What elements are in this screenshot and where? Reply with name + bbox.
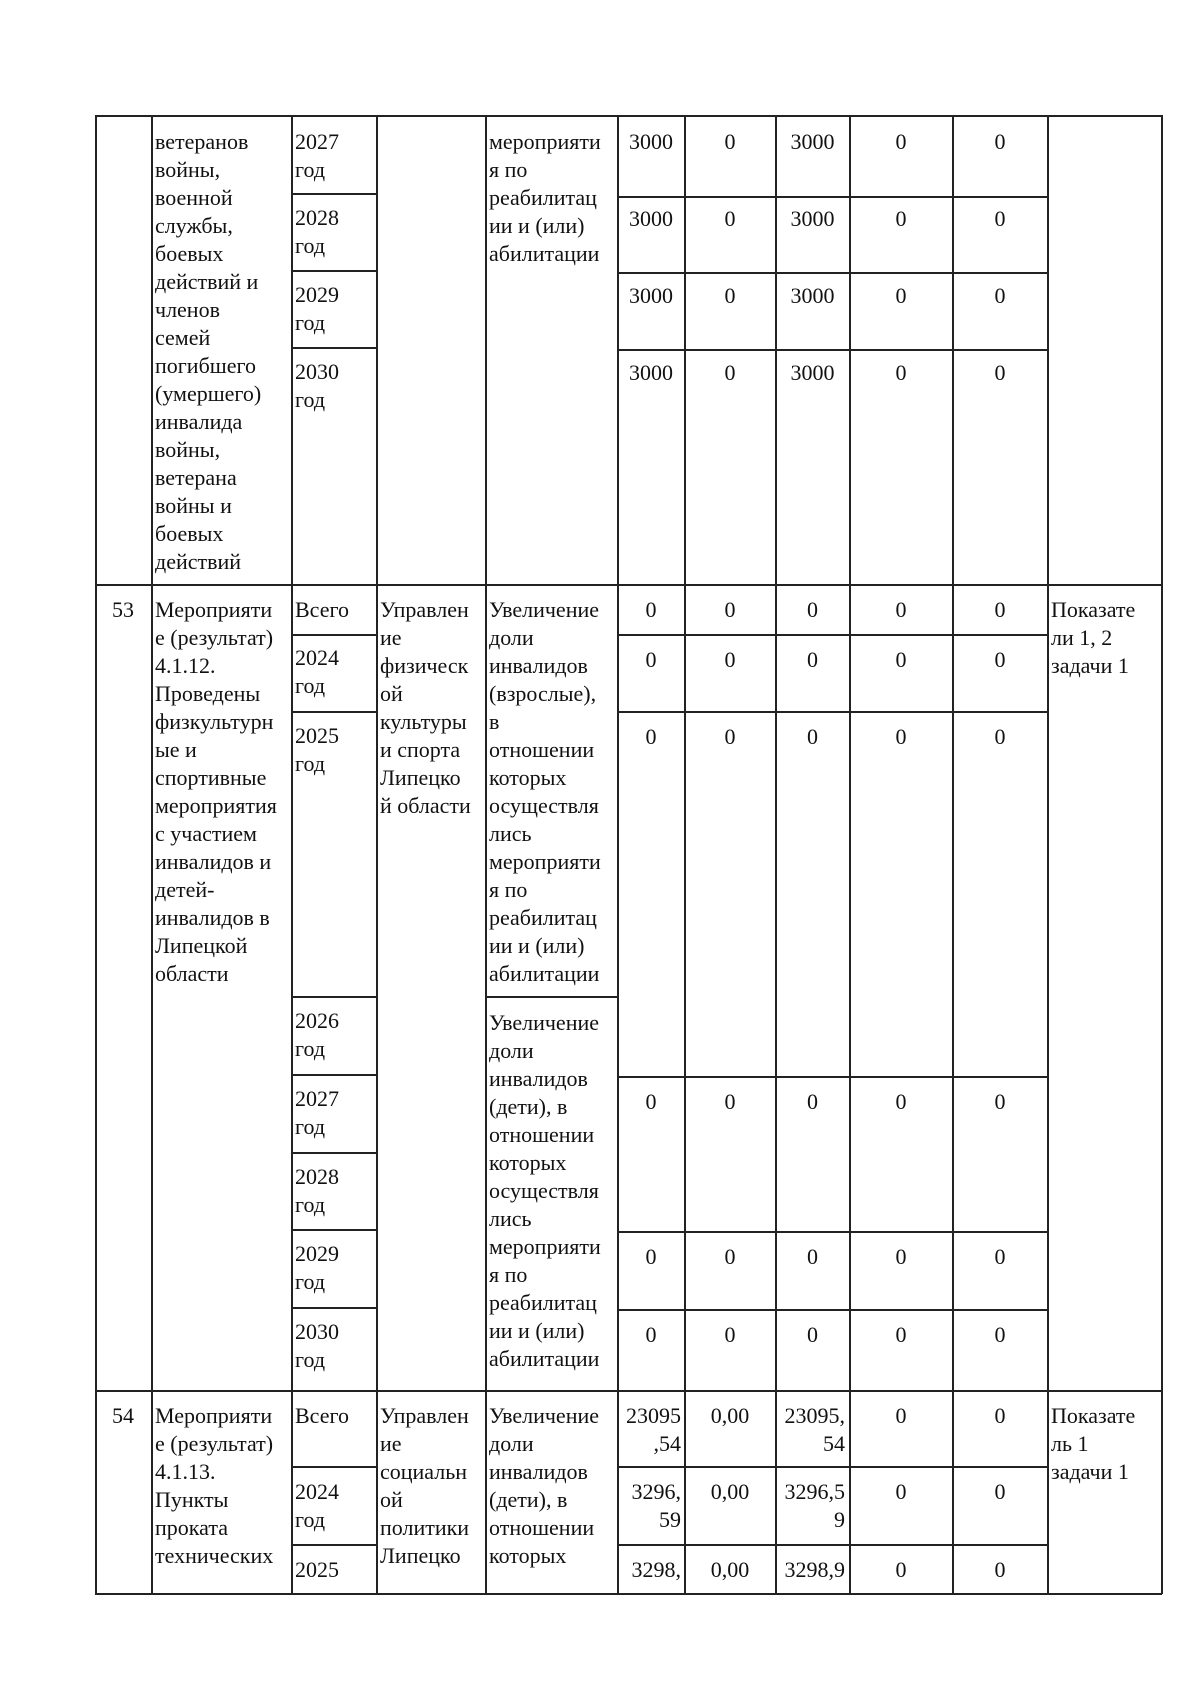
- federal-amount: 0: [724, 1244, 736, 1269]
- other-amount: 0: [994, 1322, 1006, 1347]
- other-amount: 0: [994, 724, 1006, 749]
- local-amount: 0: [895, 206, 907, 231]
- total-amount: 3000: [629, 360, 673, 385]
- federal-amount: 0: [724, 206, 736, 231]
- local-amount: 0: [895, 647, 907, 672]
- event-description: ветеранов войны, военной службы, боевых действий и членов семей погибшего (умершего) инвалида войны, ветерана войны и боевых действий: [155, 129, 262, 574]
- total-amount: 3000: [629, 206, 673, 231]
- period-cell: 2024 год: [295, 645, 339, 698]
- col-line-1: [151, 115, 153, 1594]
- col-line-5: [617, 115, 619, 1594]
- total-amount: 0: [645, 647, 657, 672]
- other-amount: 0: [994, 360, 1006, 385]
- indicator-reference: Показате ль 1 задачи 1: [1051, 1403, 1136, 1484]
- period-cell: 2028 год: [295, 1164, 339, 1217]
- period-cell: 2026 год: [295, 1008, 339, 1061]
- col-line-2: [291, 115, 293, 1594]
- federal-amount: 0: [724, 724, 736, 749]
- local-amount: 0: [895, 597, 907, 622]
- period-cell: 2027 год: [295, 129, 339, 182]
- col-line-8: [849, 115, 851, 1594]
- local-amount: 0: [895, 1322, 907, 1347]
- period-cell: 2028 год: [295, 205, 339, 258]
- total-amount: 3000: [629, 283, 673, 308]
- local-amount: 0: [895, 1557, 907, 1582]
- regional-amount: 23095, 54: [784, 1403, 845, 1456]
- regional-amount: 0: [807, 1244, 818, 1269]
- col-line-7: [775, 115, 777, 1594]
- period-cell: 2029 год: [295, 282, 339, 335]
- federal-amount: 0: [724, 647, 736, 672]
- federal-amount: 0: [724, 1322, 736, 1347]
- local-amount: 0: [895, 724, 907, 749]
- period-cell: Всего: [295, 1403, 349, 1428]
- period-cell: 2027 год: [295, 1086, 339, 1139]
- total-amount: 0: [645, 1322, 657, 1347]
- local-amount: 0: [895, 1479, 907, 1504]
- executor: Управлен ие физическ ой культуры и спорта Липецко й области: [380, 597, 471, 818]
- col-line-9: [952, 115, 954, 1594]
- row-divider-54: [95, 1390, 1162, 1392]
- other-amount: 0: [994, 1403, 1006, 1428]
- col-line-0: [95, 115, 97, 1594]
- federal-amount: 0: [724, 283, 736, 308]
- regional-amount: 0: [807, 1322, 818, 1347]
- period-cell: 2030 год: [295, 359, 339, 412]
- regional-amount: 3000: [790, 360, 835, 385]
- period-cell: 2025 год: [295, 723, 339, 776]
- total-amount: 0: [645, 597, 657, 622]
- col-line-3: [376, 115, 378, 1594]
- federal-amount: 0: [724, 1089, 736, 1114]
- local-amount: 0: [895, 1403, 907, 1428]
- other-amount: 0: [994, 1244, 1006, 1269]
- regional-amount: 3000: [790, 283, 835, 308]
- federal-amount: 0,00: [710, 1557, 750, 1582]
- federal-amount: 0: [724, 597, 736, 622]
- period-cell: 2024 год: [295, 1479, 339, 1532]
- local-amount: 0: [895, 1089, 907, 1114]
- regional-amount: 3296,5 9: [784, 1479, 845, 1532]
- event-description: Мероприяти е (результат) 4.1.12. Проведены физкультурн ые и спортивные мероприятия с участием инвалидов и детей- инвалидов в Липецкой области: [155, 597, 277, 986]
- period-cell: 2025: [295, 1557, 339, 1582]
- col-line-11: [1161, 115, 1163, 1594]
- table-top-border: [95, 115, 1162, 117]
- regional-amount: 3000: [790, 129, 835, 154]
- other-amount: 0: [994, 647, 1006, 672]
- regional-amount: 3000: [790, 206, 835, 231]
- period-cell: Всего: [295, 597, 349, 622]
- regional-amount: 0: [807, 1089, 818, 1114]
- total-amount: 0: [645, 724, 657, 749]
- other-amount: 0: [994, 1089, 1006, 1114]
- table-bottom-border: [95, 1593, 1162, 1595]
- total-amount: 23095 ,54: [626, 1403, 681, 1456]
- col-line-4: [485, 115, 487, 1594]
- total-amount: 3296, 59: [631, 1479, 681, 1532]
- period-cell: 2029 год: [295, 1241, 339, 1294]
- other-amount: 0: [994, 206, 1006, 231]
- col-line-10: [1047, 115, 1049, 1594]
- other-amount: 0: [994, 129, 1006, 154]
- row-divider-53: [95, 584, 1162, 586]
- other-amount: 0: [994, 597, 1006, 622]
- col-line-6: [684, 115, 686, 1594]
- other-amount: 0: [994, 1479, 1006, 1504]
- local-amount: 0: [895, 129, 907, 154]
- total-amount: 3000: [629, 129, 673, 154]
- total-amount: 3298,: [631, 1557, 681, 1582]
- result-text: Увеличение доли инвалидов (дети), в отношении которых осуществля лись мероприяти я по реабилитац ии и (или) абилитации: [489, 1010, 601, 1371]
- other-amount: 0: [994, 1557, 1006, 1582]
- regional-amount: 0: [807, 724, 818, 749]
- federal-amount: 0: [724, 129, 736, 154]
- result-text: мероприяти я по реабилитац ии и (или) абилитации: [489, 129, 601, 266]
- regional-amount: 0: [807, 597, 818, 622]
- result-text: Увеличение доли инвалидов (взрослые), в отношении которых осуществля лись мероприяти я по реабилитац ии и (или) абилитации: [489, 597, 601, 986]
- federal-amount: 0: [724, 360, 736, 385]
- row-number: 53: [112, 597, 134, 622]
- row-number: 54: [112, 1403, 134, 1428]
- federal-amount: 0,00: [710, 1403, 750, 1428]
- other-amount: 0: [994, 283, 1006, 308]
- result-text: Увеличение доли инвалидов (дети), в отношении которых: [489, 1403, 600, 1568]
- executor: Управлен ие социальн ой политики Липецко: [380, 1403, 470, 1568]
- indicator-reference: Показате ли 1, 2 задачи 1: [1051, 597, 1136, 678]
- total-amount: 0: [645, 1244, 657, 1269]
- regional-amount: 3298,9: [784, 1557, 845, 1582]
- period-cell: 2030 год: [295, 1319, 339, 1372]
- federal-amount: 0,00: [710, 1479, 750, 1504]
- local-amount: 0: [895, 283, 907, 308]
- local-amount: 0: [895, 360, 907, 385]
- local-amount: 0: [895, 1244, 907, 1269]
- event-description: Мероприяти е (результат) 4.1.13. Пункты проката технических: [155, 1403, 274, 1568]
- regional-amount: 0: [807, 647, 818, 672]
- total-amount: 0: [645, 1089, 657, 1114]
